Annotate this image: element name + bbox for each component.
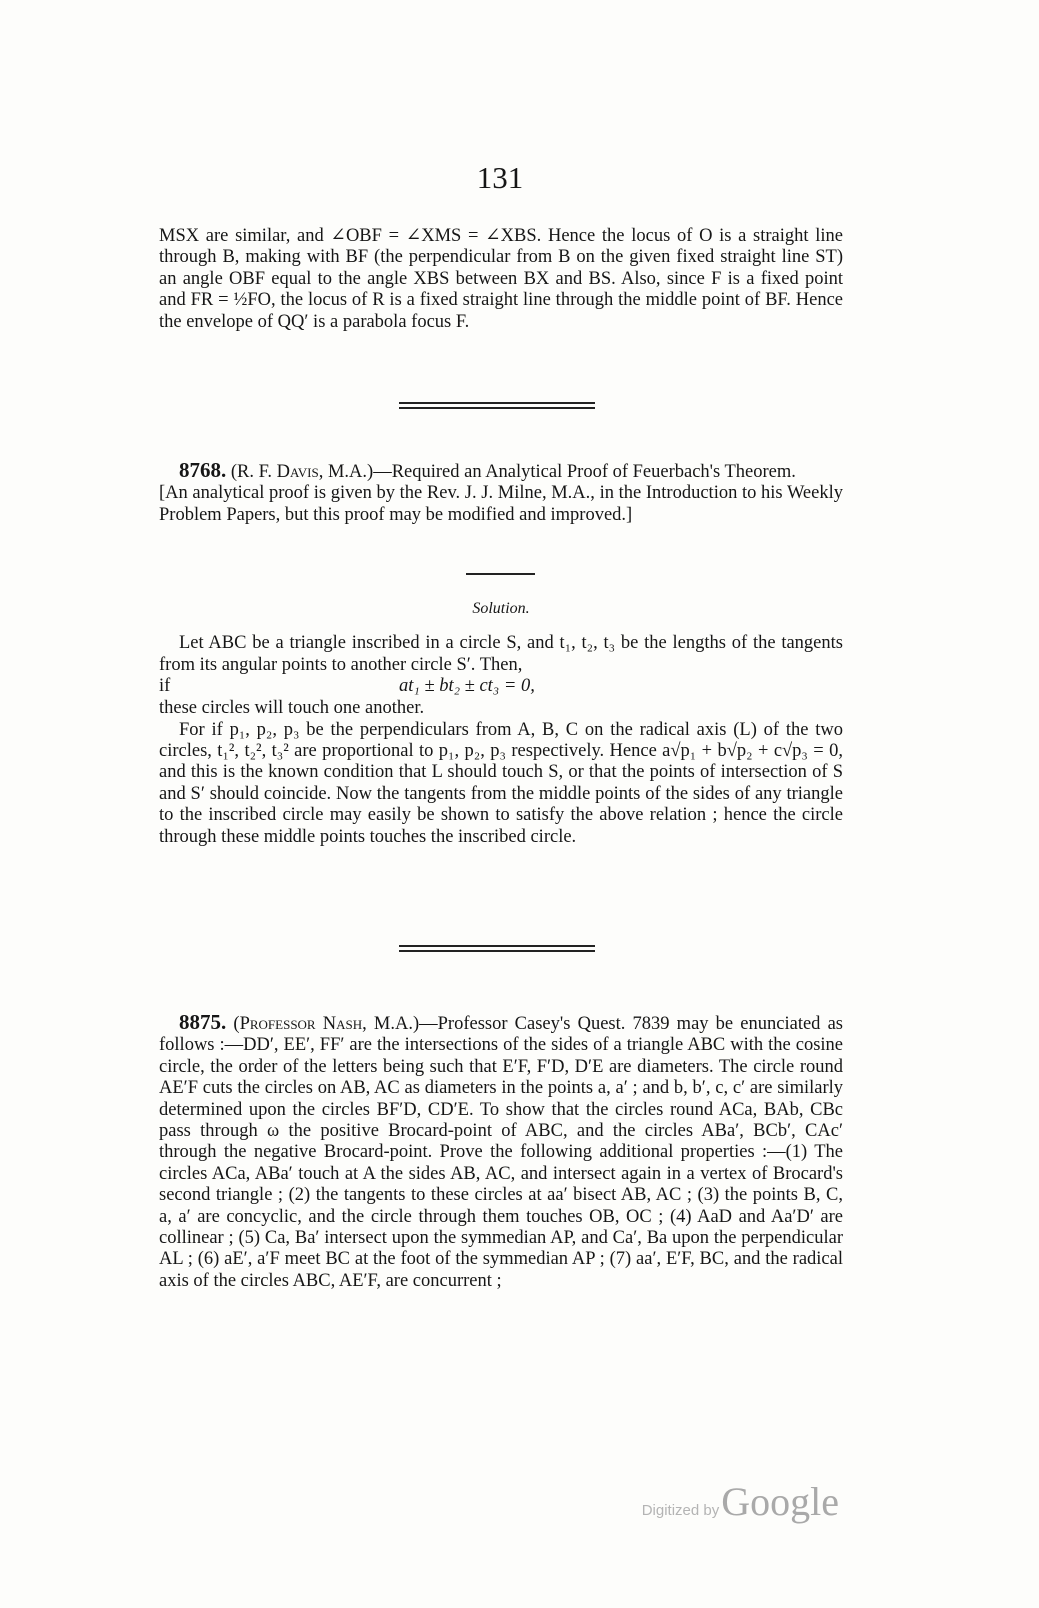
solution-paragraph-2: these circles will touch one another.: [159, 698, 425, 719]
formula: at₁ ± bt₂ ± ct₃ = 0,: [399, 676, 535, 697]
solution-heading: Solution.: [472, 600, 530, 617]
question-author: (R. F. Davis, M.A.): [230, 462, 374, 482]
question-number: 8875.: [179, 1010, 227, 1034]
continuation-text: MSX are similar, and ∠OBF = ∠XMS = ∠XBS. Hence the locus of O is a straight line through B, making with BF (the perpendicular from B on the given fixed straight line ST) an angle OBF equal to the angle XBS between BX and BS. Also, since F is a fixed point and FR = ½FO, the locus of R is a fixed straight line through the middle point of BF. Hence the envelope of QQ′ is a parabola focus F.: [159, 226, 843, 332]
google-logo: Google: [721, 1479, 839, 1524]
solution-paragraph-1: Let ABC be a triangle inscribed in a circle S, and t₁, t₂, t₃ be the lengths of the tangents from its angular points to another circle S′. Then,: [159, 633, 843, 675]
section-divider-bottom: [399, 407, 595, 409]
question-text: —Professor Casey's Quest. 7839 may be enunciated as follows :—DD′, EE′, FF′ are the intersections of the sides of a triangle ABC with the cosine circle, the order of the letters being such that E′F, F′D, D′E are diameters. The circle round AE′F cuts the circles on AB, AC as diameters in the points a, a′ ; and b, b′, c, c′ are similarly determined upon the circles BF′D, CD′E. To show that the circles round ACa, BAb, CBc pass through ω the positive Brocard-point of ABC, and the circles ABa′, BCb′, CAc′ through the negative Brocard-point. Prove the following additional properties :—(1) The circles ACa, ABa′ touch at A the sides AB, AC, and intersect again in a vertex of Brocard's second triangle ; (2) the tangents to these circles at aa′ bisect AB, AC ; (3) the points B, C, a, a′ are concyclic, and the circle through them touches OB, OC ; (4) AaD and Aa′D′ are collinear ; (5) Ca, Ba′ intersect upon the symmedian AP, and Ca′, Ba upon the perpendicular AL ; (6) aE′, a′F meet BC at the foot of the symmedian AP ; (7) aa′, E′F, BC, and the radical axis of the circles ABC, AE′F, are concurrent ;: [159, 1014, 843, 1291]
solution-paragraph-3: For if p₁, p₂, p₃ be the perpendiculars from A, B, C on the radical axis (L) of the two circles, t₁², t₂², t₃² are proportional to p₁, p₂, p₃ respectively. Hence a√p₁ + b√p₂ + c√p₃ = 0, and this is the known condition that L should touch S, or that the points of intersection of S and S′ should coincide. Now the tangents from the middle points of the sides of any triangle to the inscribed circle may easily be shown to satisfy the above relation ; hence the circle through these middle points touches the inscribed circle.: [159, 719, 843, 847]
digitized-watermark: [642, 1478, 839, 1525]
question-number: 8768.: [179, 458, 227, 482]
question-note: [An analytical proof is given by the Rev. J. J. Milne, M.A., in the Introduction to his Weekly Problem Papers, but this proof may be modified and improved.]: [159, 483, 843, 525]
section-divider-2-top: [399, 945, 595, 947]
solution-rule: [466, 573, 535, 575]
question-statement: —Required an Analytical Proof of Feuerbach's Theorem.: [373, 462, 796, 482]
section-divider-top: [399, 402, 595, 404]
formula-lead: if: [159, 676, 171, 697]
solution-8768: [159, 598, 843, 848]
question-8768: [159, 460, 843, 526]
section-divider-2-bottom: [399, 950, 595, 952]
digitized-label: Digitized by: [641, 1502, 720, 1519]
formula-line: [159, 676, 843, 698]
question-author: (Professor Nash, M.A.): [233, 1014, 420, 1034]
question-8875: [159, 1012, 843, 1292]
continuation-paragraph: [159, 226, 843, 333]
page-number: 131: [476, 160, 524, 195]
